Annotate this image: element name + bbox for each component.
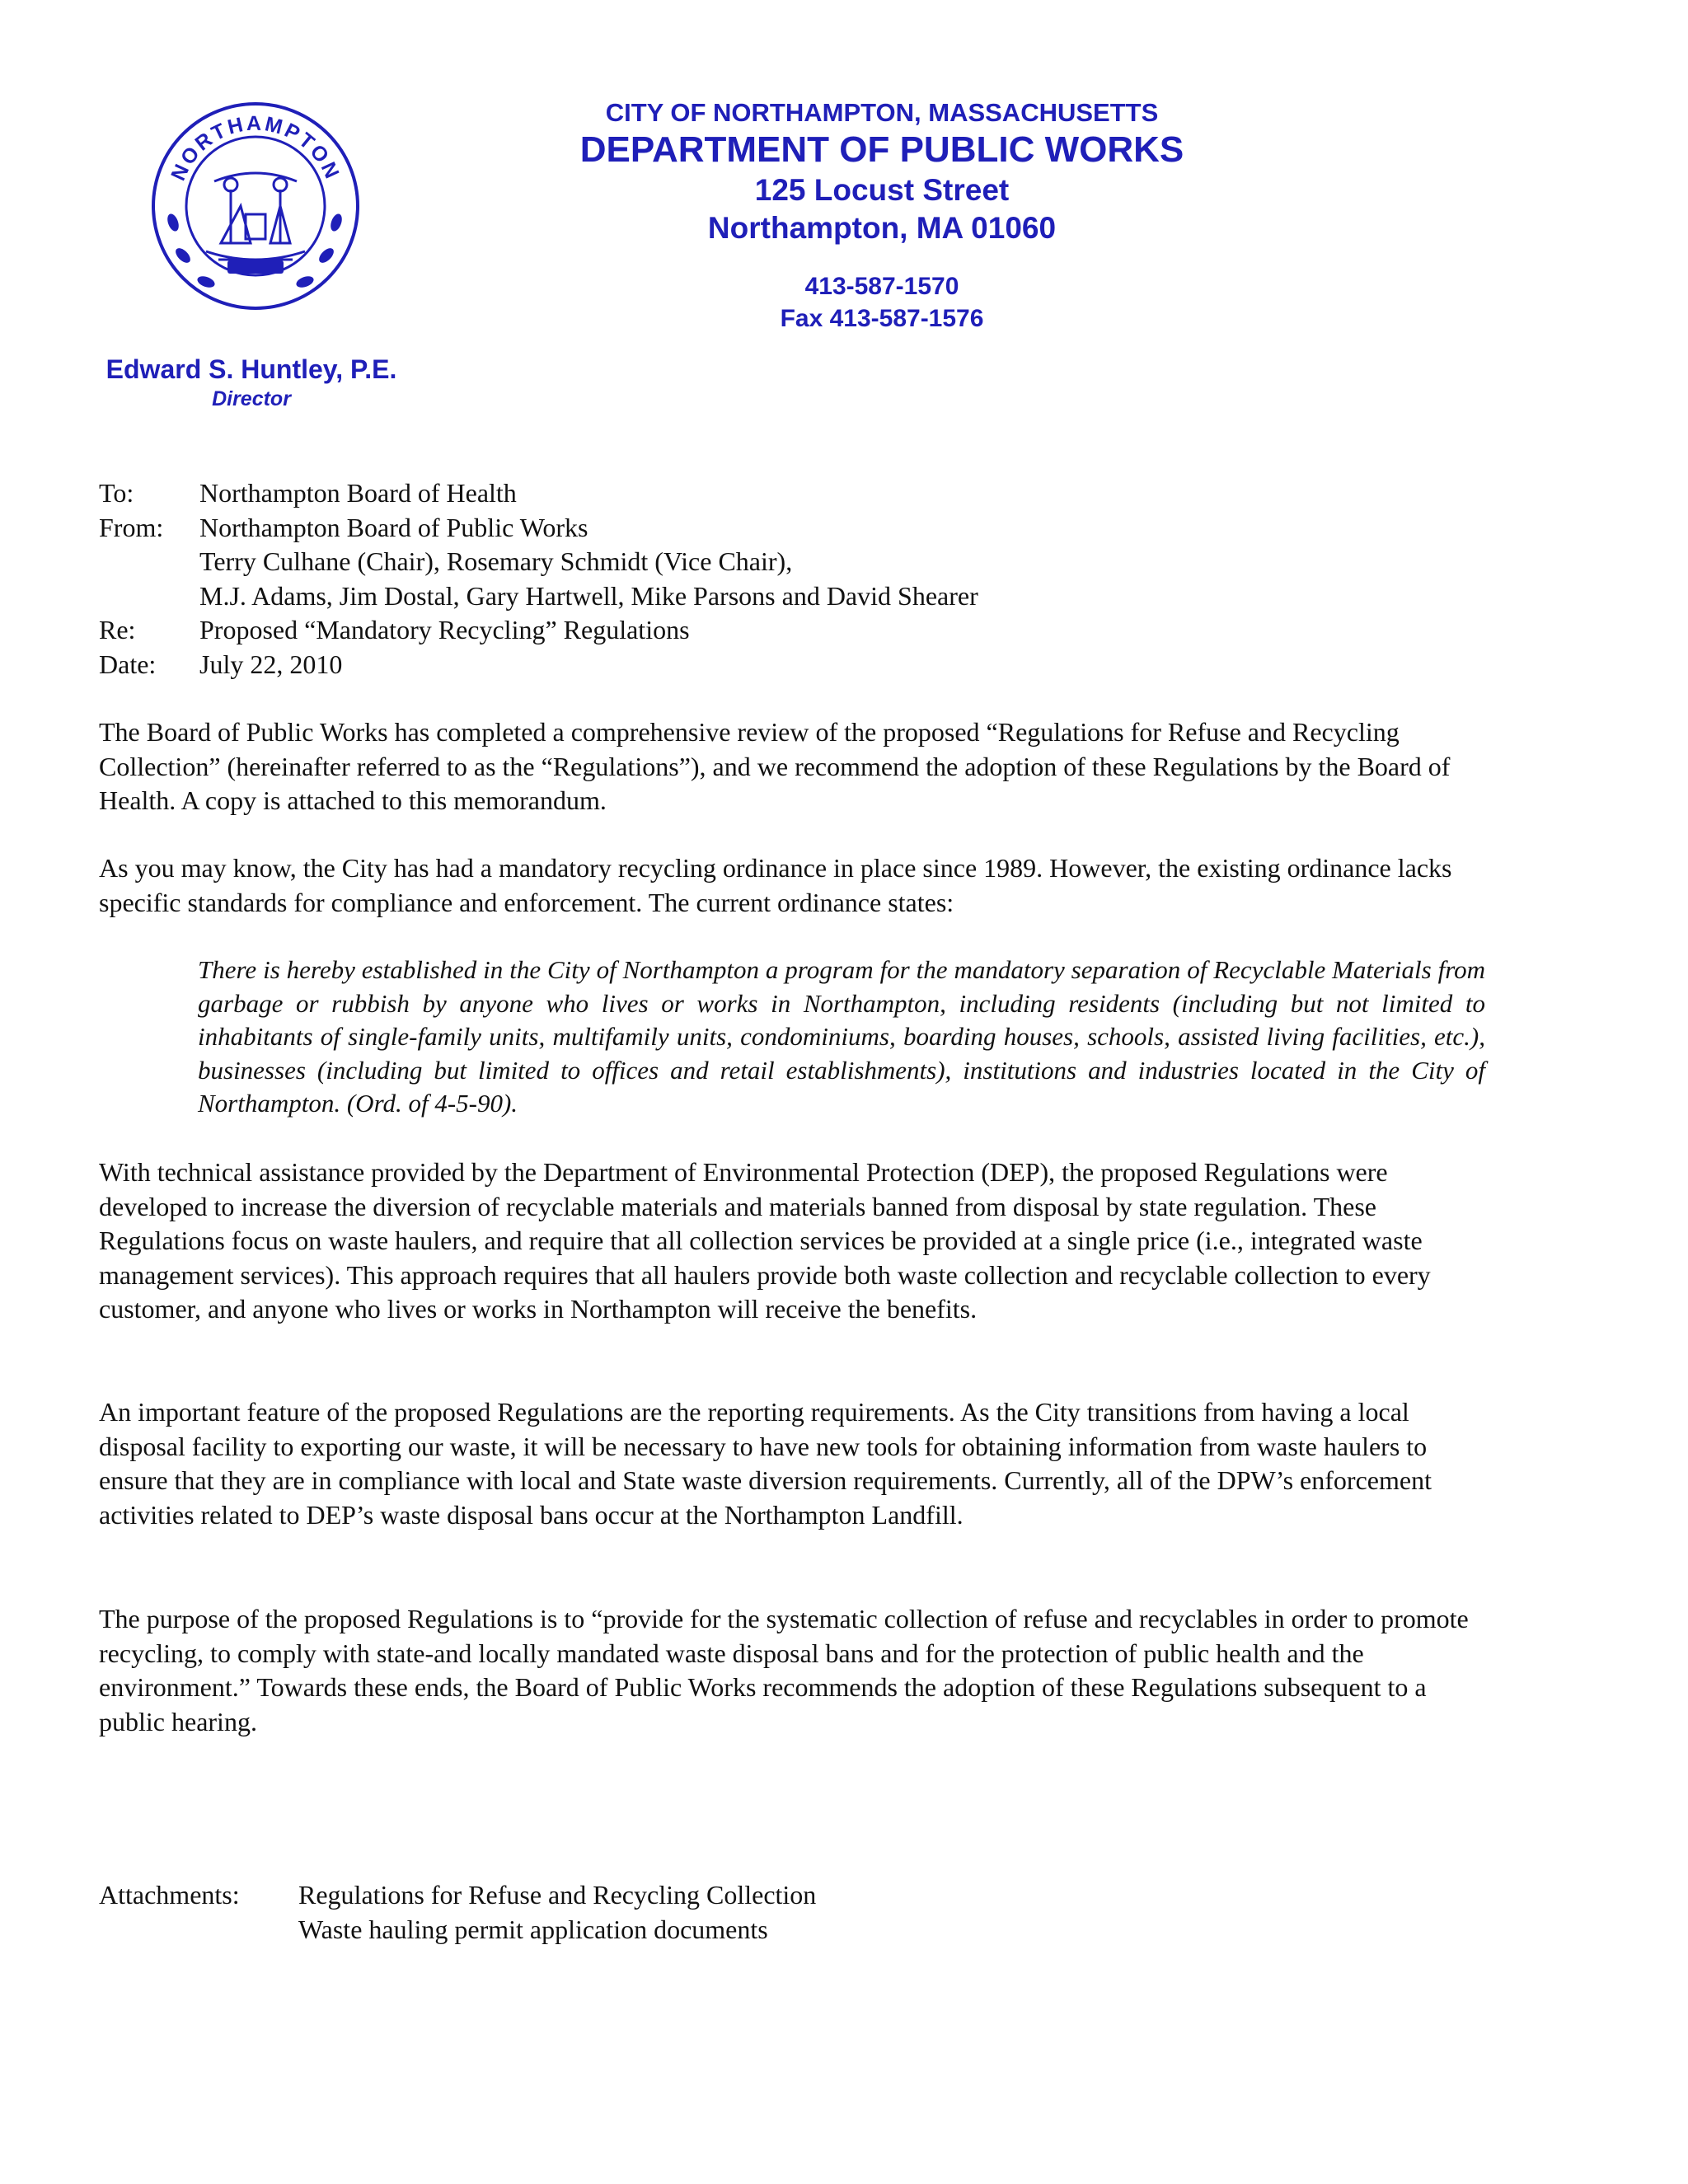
attachments (99, 1878, 816, 1947)
date-label: Date: (99, 649, 157, 679)
from-members-line-1: Terry Culhane (Chair), Rosemary Schmidt (Vice Chair), (199, 546, 793, 576)
memo-date-row (99, 648, 978, 682)
paragraph-1: The Board of Public Works has completed a comprehensive review of the proposed “Regulations for Refuse and Recycling Collection” (hereinafter referred to as the “Regulations”), and we recommend the adoption of these Regulations by the Board of Health. A copy is attached to this memorandum. (99, 717, 1451, 815)
paragraph-4: An important feature of the proposed Regulations are the reporting requirements. As the City transitions from having a local disposal facility to exporting our waste, it will be necessary to have new tools for obtaining information from waste haulers to ensure that they are in compliance with local and State waste diversion requirements. Currently, all of the DPW’s enforcement activities related to DEP’s waste disposal bans occur at the Northampton Landfill. (99, 1397, 1432, 1530)
attachments-label: Attachments: (99, 1880, 240, 1910)
ordinance-quote: There is hereby established in the City of Northampton a program for the mandatory separation of Recyclable Materials from garbage or rubbish by anyone who lives or works in Northampton, including residents (including but not limited to inhabitants of single-family units, multifamily units, condominiums, boarding houses, schools, assisted living facilities, etc.), businesses (including but limited to offices and retail establishments), institutions and industries located in the City of Northampton. (Ord. of 4-5-90). (198, 955, 1485, 1118)
director-block (82, 353, 420, 412)
director-title: Director (212, 387, 291, 410)
memo-from-row (99, 511, 978, 546)
director-name: Edward S. Huntley, P.E. (106, 354, 397, 384)
paragraph-3: With technical assistance provided by the Department of Environmental Protection (DEP), the proposed Regulations were developed to increase the diversion of recyclable materials and materials banned from disposal by state regulation. These Regulations focus on waste haulers, and require that all collection services be provided at a single price (i.e., integrated waste management services). This approach requires that all haulers provide both waste collection and recyclable collection to every customer, and anyone who lives or works in Northampton will receive the benefits. (99, 1157, 1431, 1324)
city-name: CITY OF NORTHAMPTON, MASSACHUSETTS (605, 98, 1159, 127)
paragraph-2: As you may know, the City has had a mandatory recycling ordinance in place since 1989. However, the existing ordinance lacks specific standards for compliance and enforcement. The current ordinance states: (99, 853, 1452, 917)
memo-re-row (99, 613, 978, 648)
seal-ring-text: NORTHAMPTON (166, 111, 345, 185)
to-value: Northampton Board of Health (199, 478, 517, 508)
re-label: Re: (99, 615, 136, 644)
fax-number: Fax 413-587-1576 (780, 305, 984, 332)
date-value: July 22, 2010 (199, 649, 343, 679)
memo-header (99, 476, 978, 682)
memo-to-row (99, 476, 978, 511)
memo-from-row-2 (99, 545, 978, 579)
paragraph-5: The purpose of the proposed Regulations is to “provide for the systematic collection of refuse and recyclables in order to promote recycling, to comply with state-and locally mandated waste disposal bans and for the protection of public health and the environment.” Towards these ends, the Board of Public Works recommends the adoption of these Regulations subsequent to a public hearing. (99, 1604, 1469, 1736)
letterhead (462, 97, 1302, 335)
phone-number: 413-587-1570 (804, 273, 959, 300)
from-value: Northampton Board of Public Works (199, 512, 588, 542)
from-label: From: (99, 512, 164, 542)
to-label: To: (99, 478, 134, 508)
memo-from-row-3 (99, 579, 978, 614)
street-address: 125 Locust Street (754, 173, 1010, 207)
city-state-zip: Northampton, MA 01060 (707, 211, 1057, 245)
from-members-line-2: M.J. Adams, Jim Dostal, Gary Hartwell, Mike Parsons and David Shearer (199, 580, 978, 611)
attachment-item: Waste hauling permit application documents (298, 1914, 768, 1944)
department-name: DEPARTMENT OF PUBLIC WORKS (579, 129, 1184, 170)
attachment-item: Regulations for Refuse and Recycling Collection (298, 1880, 817, 1910)
city-seal-icon (148, 99, 363, 313)
re-value: Proposed “Mandatory Recycling” Regulations (199, 615, 690, 644)
attachments-list (298, 1878, 816, 1947)
